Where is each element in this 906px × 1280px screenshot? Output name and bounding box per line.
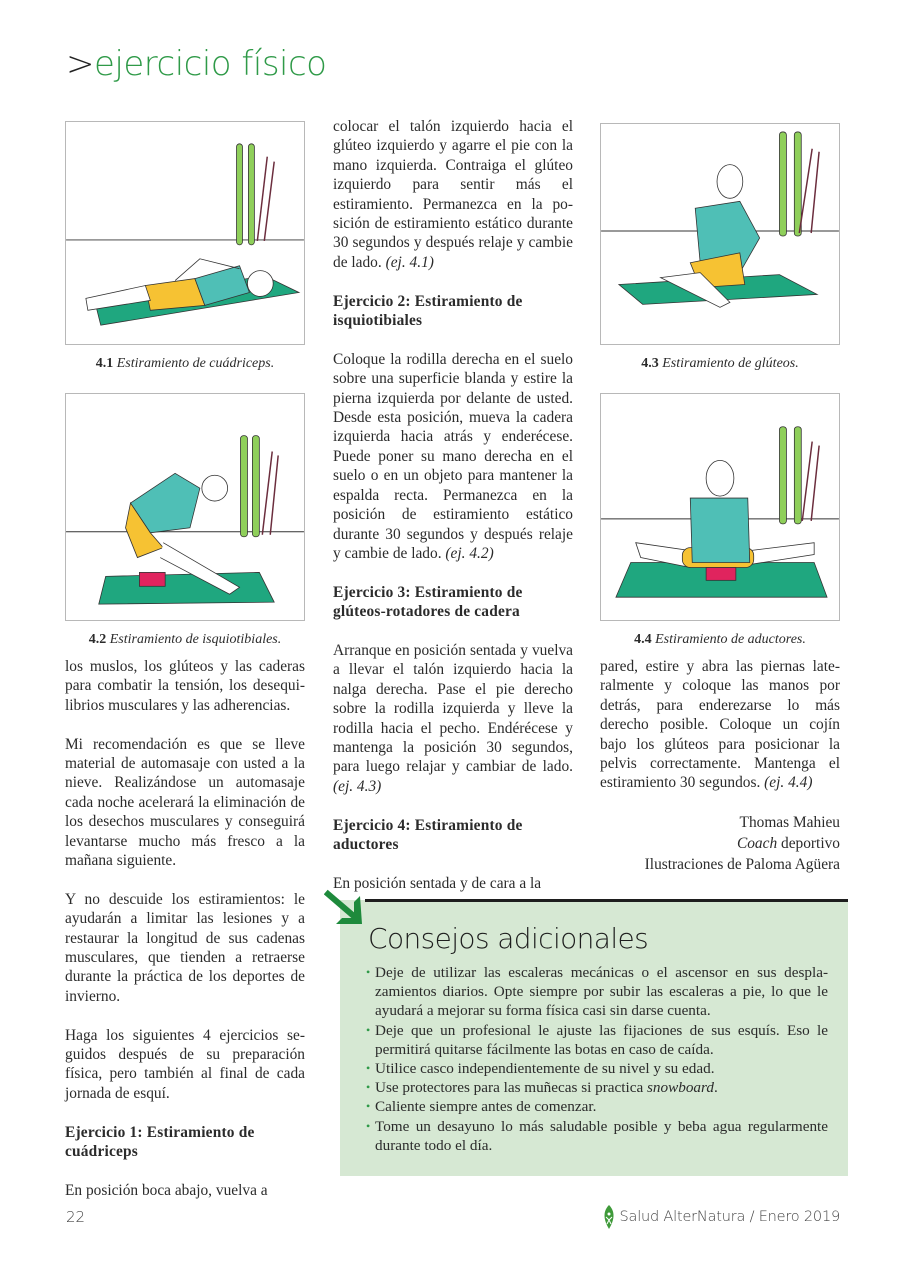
paragraph: En posición sentada y de cara a la [333,874,542,892]
illustration-quadriceps-stretch [65,121,305,345]
tip-text-end: . [713,1079,718,1097]
author-signature [600,812,840,875]
figure-4-3 [600,123,840,373]
figure-number: 4.1 [95,356,114,371]
figure-caption-text: Estiramiento de cuádriceps. [116,356,275,371]
figure-caption-text: Estiramiento de isquiotibiales. [109,632,282,647]
page-number: 22 [66,1208,86,1226]
figure-4-2 [65,393,305,649]
figure-caption-text: Estiramiento de glúteos. [662,356,799,371]
tip-italic-term: snowboard [647,1079,714,1097]
paragraph: Mi recomendación es que se lleve material de automasaje con usted a la nieve. Realizándose un automasaje cada noche acelerará la eliminación de los desechos musculares y conseguirá levantarse mucho más fresco a la mañana siguiente. [65,735,305,870]
tip-item: • Deje de utilizar las escaleras mecánicas o el ascensor en sus desplazamientos diarios. Opte siempre por subir las escaleras a pie, lo que le ayudará a mejorar su forma física casi sin darse cuenta. [366,963,828,1021]
section-header [66,42,326,86]
glute-stretch-illustration [601,124,839,344]
figure-reference: (ej. 4.2) [445,544,494,562]
figure-reference: (ej. 4.1) [385,253,434,271]
tip-item: • Utilice casco independientemente de su nivel y su edad. [366,1059,828,1078]
publication-footer [603,1205,841,1229]
paragraph: Haga los siguientes 4 ejercicios seguidos después de su preparación física, pero también al final de cada jornada de esquí. [65,1026,305,1102]
header-chevron: > [66,44,94,84]
exercise-1-heading: Ejercicio 1: Estiramiento de cuádriceps [65,1123,255,1161]
exercise-2-heading: Ejercicio 2: Estiramiento de isquiotibiales [333,292,523,330]
adductor-stretch-illustration [601,394,839,620]
leaf-logo-icon [603,1205,615,1229]
author-name: Thomas Mahieu [739,814,840,832]
tips-title: Consejos adicionales [368,922,649,955]
quadriceps-stretch-illustration [66,122,304,344]
paragraph [333,117,573,272]
paragraph: los muslos, los glúteos y las caderas para combatir la tensión, los desequilibrios musculares y las adherencias. [65,658,305,714]
paragraph [600,657,840,793]
figure-number: 4.3 [641,356,659,371]
arrow-down-right-icon [324,888,368,928]
article-column-1 [65,657,305,1220]
figure-number: 4.2 [88,632,107,647]
figure-reference: (ej. 4.4) [764,774,813,792]
tips-divider [365,899,848,902]
tip-item: • Tome un desayuno lo más saludable posible y beba agua regularmente durante todo el día. [366,1117,828,1155]
figure-caption [65,631,305,649]
illustration-adductor-stretch [600,393,840,621]
figure-4-1 [65,121,305,373]
figure-number: 4.4 [634,632,652,647]
figure-caption [600,631,840,649]
tips-list [366,963,828,1155]
figure-caption-text: Estiramiento de aductores. [655,632,806,647]
exercise-4-heading: Ejercicio 4: Estiramiento de aductores [333,816,523,853]
paragraph [333,641,573,796]
paragraph [333,350,573,563]
figure-caption [600,355,840,373]
illustration-glute-stretch [600,123,840,345]
author-role-italic: Coach [736,835,778,853]
article-column-2 [333,117,573,913]
tip-text: Use protectores para las muñecas si practica [375,1079,647,1097]
exercise-2-text: Coloque la rodilla derecha en el suelo sobre una superficie blanda y estire la pierna izquierda por delante de usted. Desde esta posición, mueva la cadera izquierda hacia atrás y enderécese. Puede poner su mano derecha en el suelo o en un objeto para mantener la espalda recta. Permanezca en la posición de estiramiento estático durante 30 segundos y después relaje y cambie de lado. [333,350,573,562]
publication-name: Salud AlterNatura / Enero 2019 [619,1209,840,1225]
exercise-1-text: colocar el talón izquierdo hacia el glúteo izquierdo y agarre el pie con la mano izquierda. Contraiga el glúteo izquierdo para sentir más el estiramiento. Permanezca en la posición de estiramiento estático durante 30 segundos y después relaje y cambie de lado. [333,118,573,271]
exercise-3-text: Arranque en posición sentada y vuelva a llevar el talón izquierdo hacia la nalga derecha. Pase el pie derecho sobre la rodilla izquierda y lleve la rodilla hacia el pecho. Endérécese y mantenga la posición 30 segundos, para luego relajar y cambiar de lado. [333,641,573,776]
figure-4-4 [600,393,840,649]
illustration-hamstring-stretch [65,393,305,621]
author-role [600,833,840,854]
paragraph: En posición boca abajo, vuelva a [65,1181,268,1199]
tip-item: • Caliente siempre antes de comenzar. [366,1097,828,1116]
tip-item [366,1078,828,1097]
section-title: ejercicio físico [94,44,327,84]
illustrator-credit: Ilustraciones de Paloma Agüera [644,856,840,874]
exercise-3-heading: Ejercicio 3: Estiramiento de glúteos-rotadores de cadera [333,583,523,621]
tip-item: • Deje que un profesional le ajuste las fijaciones de sus esquís. Eso le permitirá quitarse fácilmente las botas en caso de caída. [366,1021,828,1059]
author-role-rest: deportivo [777,835,840,853]
figure-reference: (ej. 4.3) [333,777,382,795]
figure-caption [65,355,305,373]
paragraph: Y no descuide los estiramientos: le ayudarán a limitar las lesiones y a restaurar la longitud de sus cadenas musculares, que tienden a retraerse durante la práctica de los deportes de invierno. [65,890,305,1005]
exercise-4-text: pared, estire y abra las piernas lateralmente y coloque las manos por detrás, para enderezarse lo más derecho posible. Coloque un cojín bajo los glúteos para posicionar la pelvis correctamente. Mantenga el estiramiento 30 segundos. [600,658,840,792]
hamstring-stretch-illustration [66,394,304,620]
article-column-3 [600,657,840,875]
